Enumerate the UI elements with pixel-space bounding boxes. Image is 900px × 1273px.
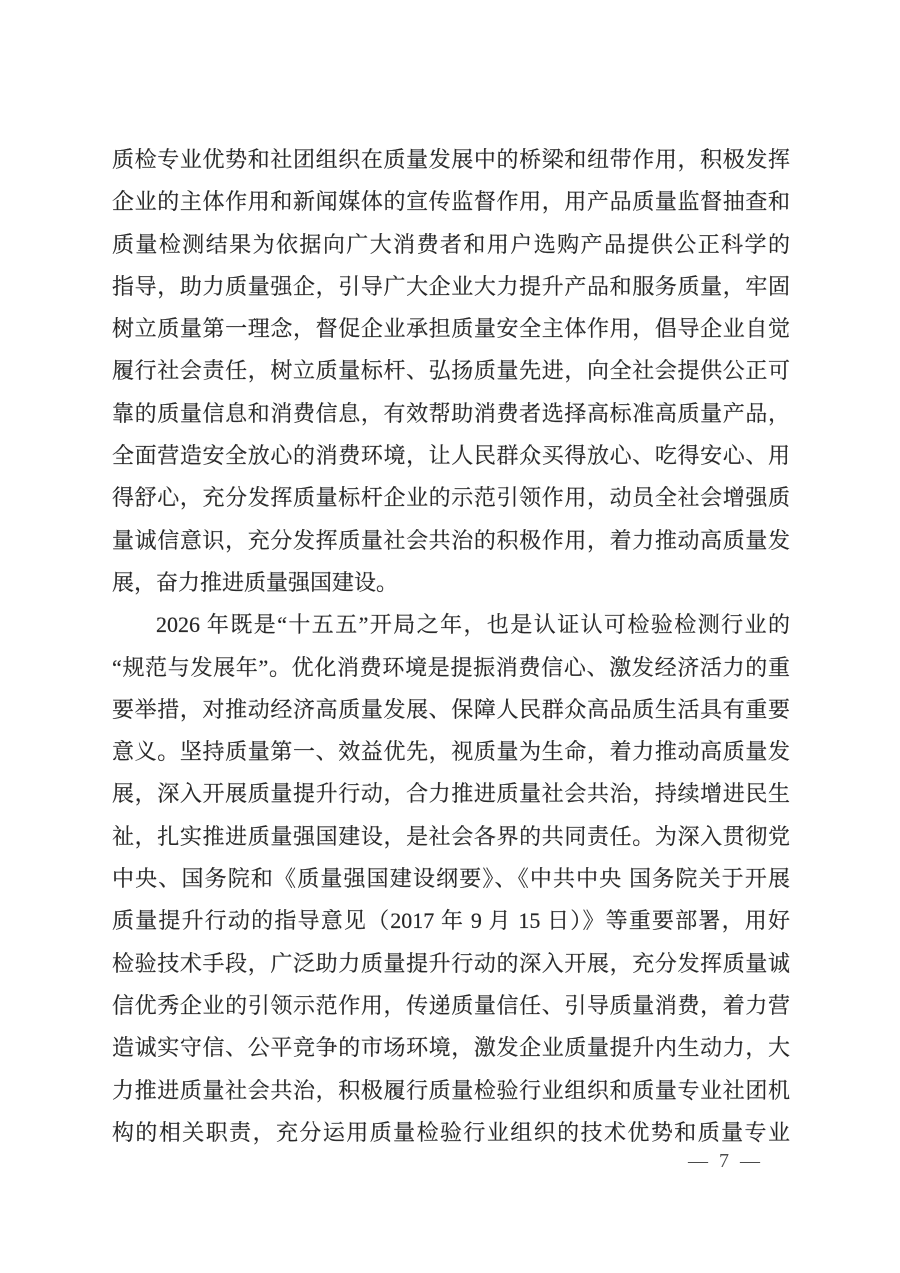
text-line: 量诚信意识，充分发挥质量社会共治的积极作用，着力推动高质量发: [112, 527, 790, 553]
text-line: 展，深入开展质量提升行动，合力推进质量社会共治，持续增进民生: [112, 781, 790, 807]
text-line: 指导，助力质量强企，引导广大企业大力提升产品和服务质量，牢固: [112, 273, 790, 299]
text-line: 展，奋力推进质量强国建设。: [112, 569, 399, 595]
text-line: 全面营造安全放心的消费环境，让人民群众买得放心、吃得安心、用: [112, 443, 790, 469]
footer-page-number: — 7 —: [688, 1150, 763, 1172]
text-line: 2026 年既是“十五五”开局之年，也是认证认可检验检测行业的: [156, 612, 790, 638]
text-line: 质检专业优势和社团组织在质量发展中的桥梁和纽带作用，积极发挥: [112, 147, 790, 172]
text-line: 企业的主体作用和新闻媒体的宣传监督作用，用产品质量监督抽查和: [112, 189, 790, 215]
text-line: 意义。坚持质量第一、效益优先，视质量为生命，着力推动高质量发: [112, 739, 790, 765]
body-text-block: [112, 139, 790, 1154]
text-line: “规范与发展年”。优化消费环境是提振消费信心、激发经济活力的重: [112, 654, 790, 680]
text-line: 信优秀企业的引领示范作用，传递质量信任、引导质量消费，着力营: [112, 992, 790, 1018]
text-line: 质量提升行动的指导意见（2017 年 9 月 15 日）》等重要部署，用好: [112, 908, 790, 934]
text-line: 力推进质量社会共治，积极履行质量检验行业组织和质量专业社团机: [112, 1077, 790, 1103]
text-line: 质量检测结果为依据向广大消费者和用户选购产品提供公正科学的: [112, 231, 790, 257]
text-line: 检验技术手段，广泛助力质量提升行动的深入开展，充分发挥质量诚: [112, 950, 790, 976]
text-line: 构的相关职责，充分运用质量检验行业组织的技术优势和质量专业: [112, 1119, 790, 1145]
text-line: 得舒心，充分发挥质量标杆企业的示范引领作用，动员全社会增强质: [112, 485, 790, 511]
text-line: 造诚实守信、公平竞争的市场环境，激发企业质量提升内生动力，大: [112, 1035, 790, 1061]
text-line: 要举措，对推动经济高质量发展、保障人民群众高品质生活具有重要: [112, 696, 790, 722]
text-line: 靠的质量信息和消费信息，有效帮助消费者选择高标准高质量产品，: [112, 400, 790, 426]
text-line: 树立质量第一理念，督促企业承担质量安全主体作用，倡导企业自觉: [112, 316, 790, 342]
text-line: 履行社会责任，树立质量标杆、弘扬质量先进，向全社会提供公正可: [112, 358, 790, 384]
text-line: 中央、国务院和《质量强国建设纲要》、《中共中央 国务院关于开展: [112, 866, 790, 892]
text-line: 祉，扎实推进质量强国建设，是社会各界的共同责任。为深入贯彻党: [112, 823, 790, 849]
